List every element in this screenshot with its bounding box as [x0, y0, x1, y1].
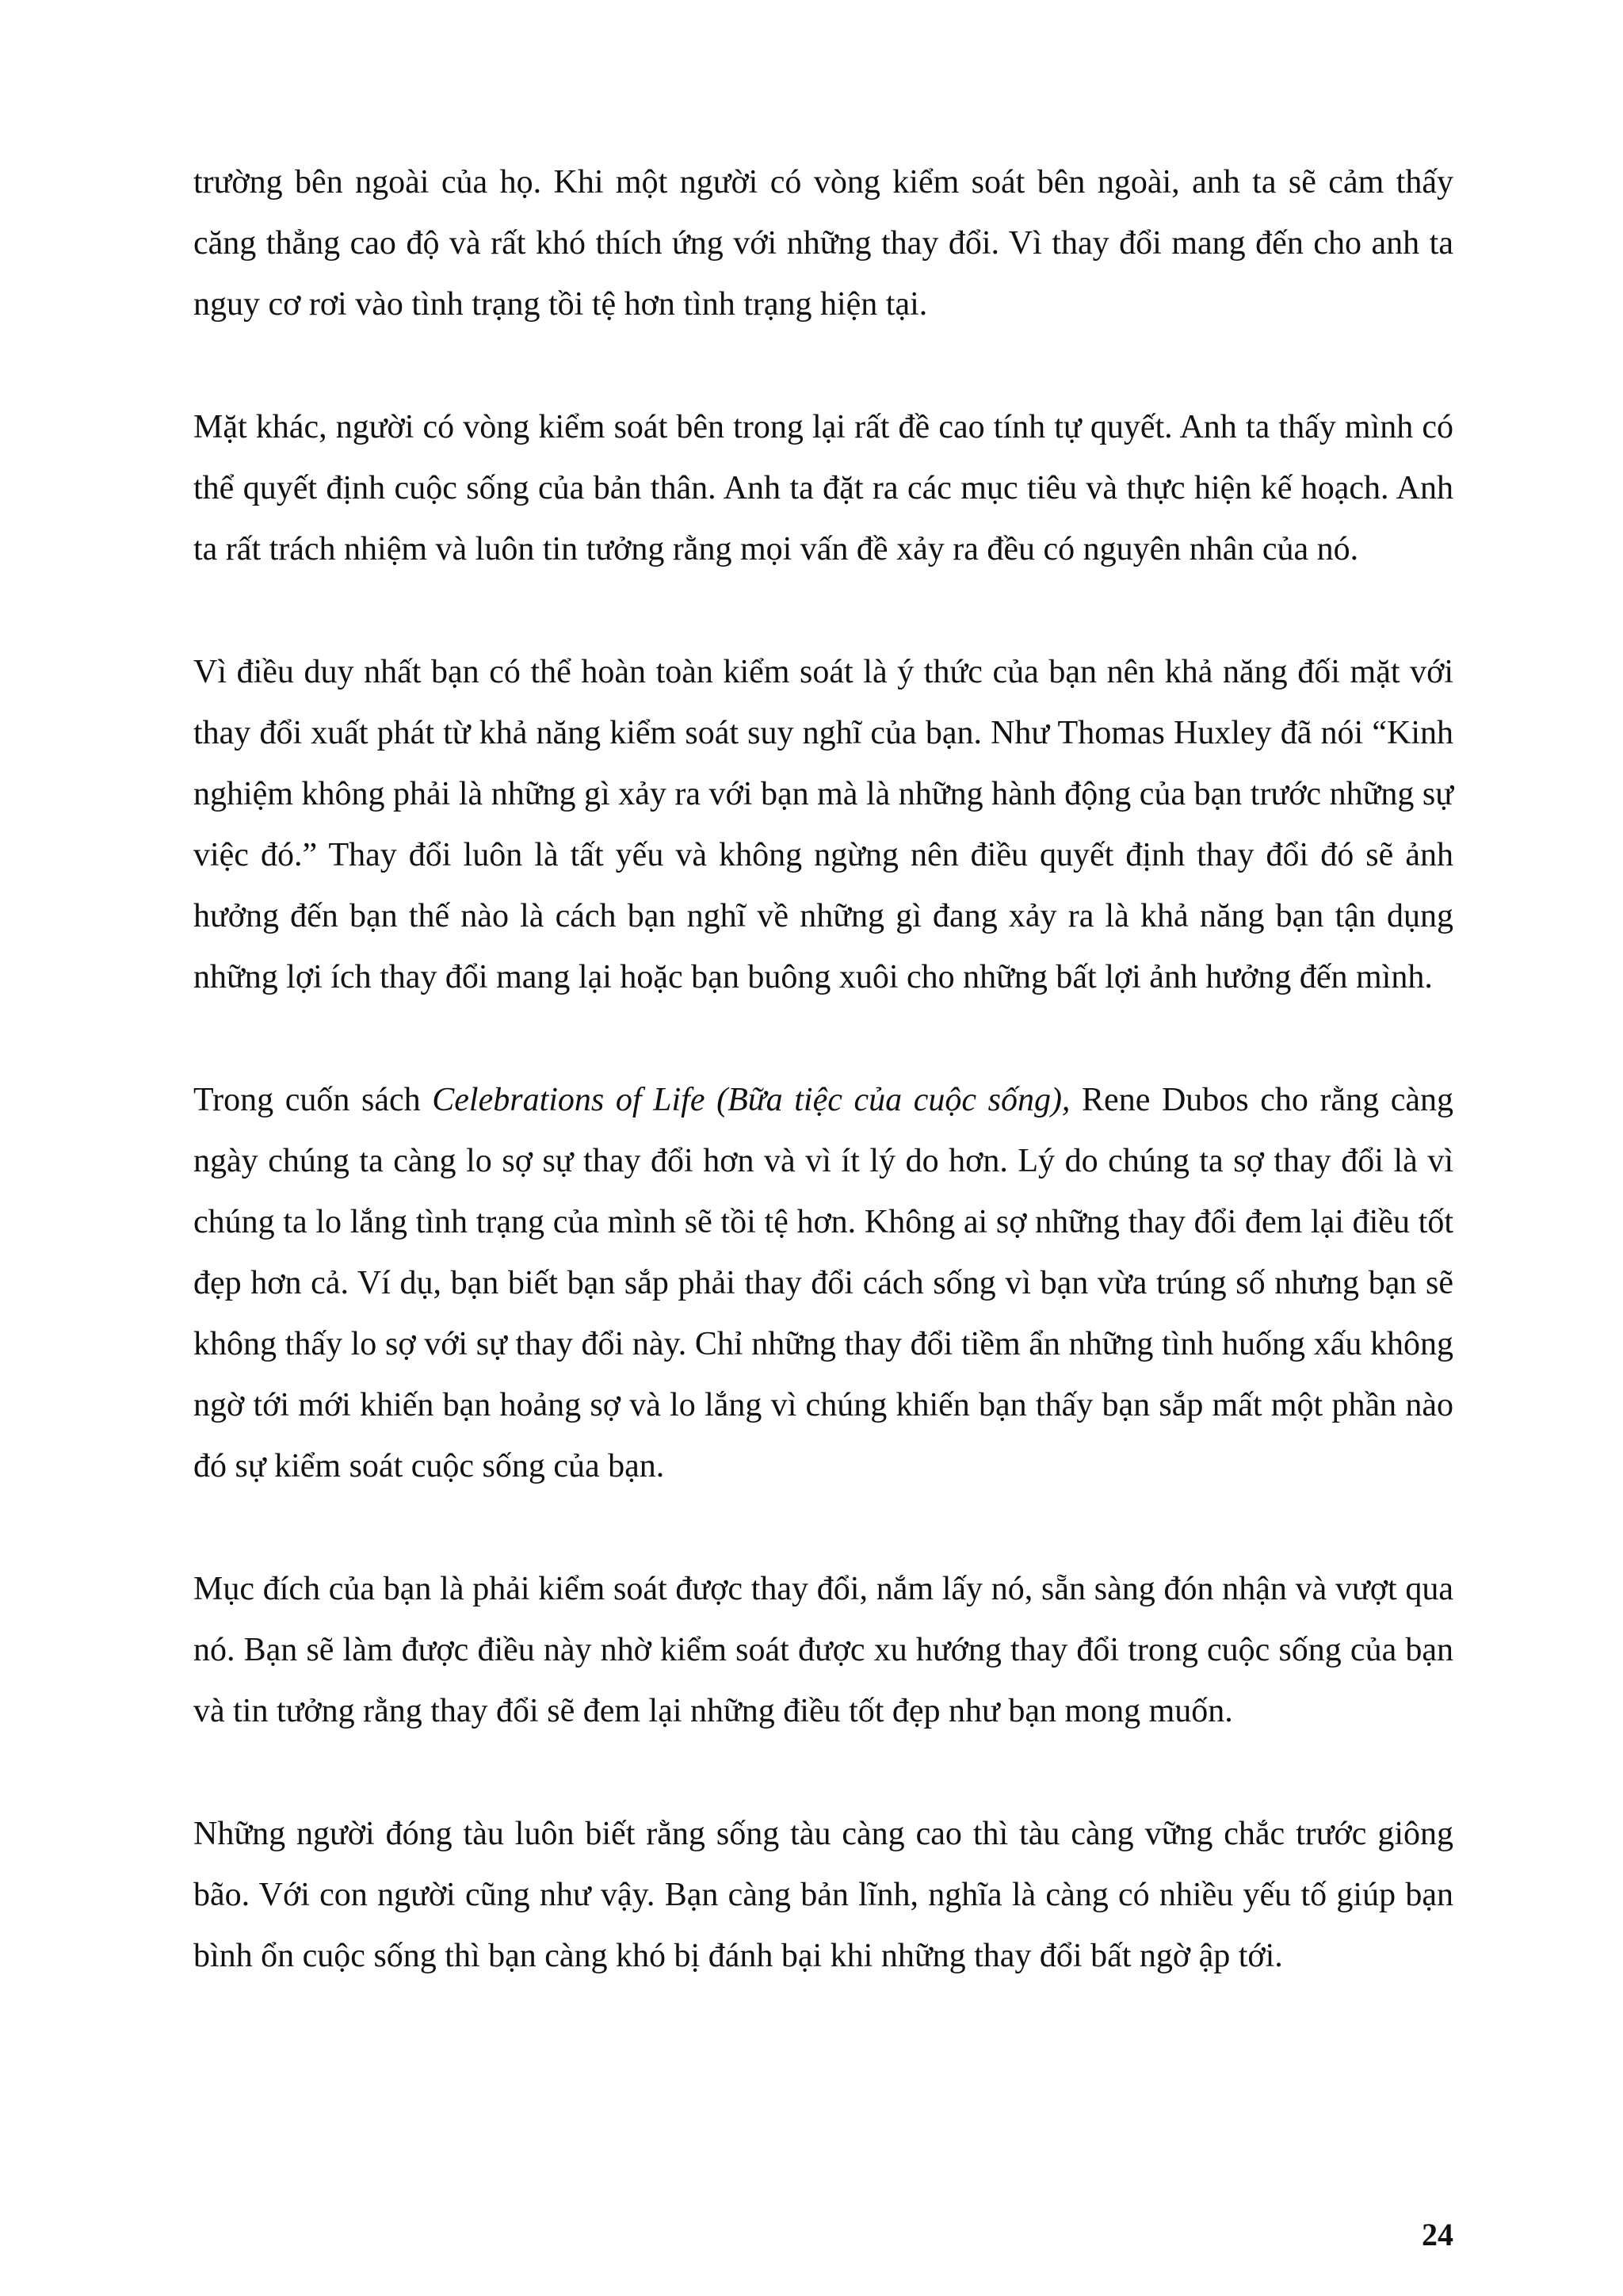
- paragraph-4: [193, 1070, 1453, 1497]
- book-title: Celebrations of Life (Bữa tiệc của cuộc sống),: [432, 1082, 1071, 1118]
- document-body: [193, 152, 1453, 1987]
- paragraph-3: Vì điều duy nhất bạn có thể hoàn toàn kiểm soát là ý thức của bạn nên khả năng đối mặt với thay đổi xuất phát từ khả năng kiểm soát suy nghĩ của bạn. Như Thomas Huxley đã nói “Kinh nghiệm không phải là những gì xảy ra với bạn mà là những hành động của bạn trước những sự việc đó.” Thay đổi luôn là tất yếu và không ngừng nên điều quyết định thay đổi đó sẽ ảnh hưởng đến bạn thế nào là cách bạn nghĩ về những gì đang xảy ra là khả năng bạn tận dụng những lợi ích thay đổi mang lại hoặc bạn buông xuôi cho những bất lợi ảnh hưởng đến mình.: [193, 654, 1453, 995]
- paragraph-1: trường bên ngoài của họ. Khi một người có vòng kiểm soát bên ngoài, anh ta sẽ cảm thấy căng thẳng cao độ và rất khó thích ứng với những thay đổi. Vì thay đổi mang đến cho anh ta nguy cơ rơi vào tình trạng tồi tệ hơn tình trạng hiện tại.: [193, 164, 1453, 323]
- paragraph-2: Mặt khác, người có vòng kiểm soát bên trong lại rất đề cao tính tự quyết. Anh ta thấy mình có thể quyết định cuộc sống của bản thân. Anh ta đặt ra các mục tiêu và thực hiện kế hoạch. Anh ta rất trách nhiệm và luôn tin tưởng rằng mọi vấn đề xảy ra đều có nguyên nhân của nó.: [193, 409, 1453, 567]
- paragraph-6: Những người đóng tàu luôn biết rằng sống tàu càng cao thì tàu càng vững chắc trước giông bão. Với con người cũng như vậy. Bạn càng bản lĩnh, nghĩa là càng có nhiều yếu tố giúp bạn bình ổn cuộc sống thì bạn càng khó bị đánh bại khi những thay đổi bất ngờ ập tới.: [193, 1816, 1453, 1974]
- paragraph-4-rest: Rene Dubos cho rằng càng ngày chúng ta càng lo sợ sự thay đổi hơn và vì ít lý do hơn. Lý do chúng ta sợ thay đổi là vì chúng ta lo lắng tình trạng của mình sẽ tồi tệ hơn. Không ai sợ những thay đổi đem lại điều tốt đẹp hơn cả. Ví dụ, bạn biết bạn sắp phải thay đổi cách sống vì bạn vừa trúng số nhưng bạn sẽ không thấy lo sợ với sự thay đổi này. Chỉ những thay đổi tiềm ẩn những tình huống xấu không ngờ tới mới khiến bạn hoảng sợ và lo lắng vì chúng khiến bạn thấy bạn sắp mất một phần nào đó sự kiểm soát cuộc sống của bạn.: [193, 1082, 1453, 1484]
- page-number: 24: [1422, 2217, 1453, 2252]
- paragraph-4-lead: Trong cuốn sách: [193, 1082, 433, 1118]
- paragraph-5: Mục đích của bạn là phải kiểm soát được thay đổi, nắm lấy nó, sẵn sàng đón nhận và vượt qua nó. Bạn sẽ làm được điều này nhờ kiểm soát được xu hướng thay đổi trong cuộc sống của bạn và tin tưởng rằng thay đổi sẽ đem lại những điều tốt đẹp như bạn mong muốn.: [193, 1571, 1453, 1729]
